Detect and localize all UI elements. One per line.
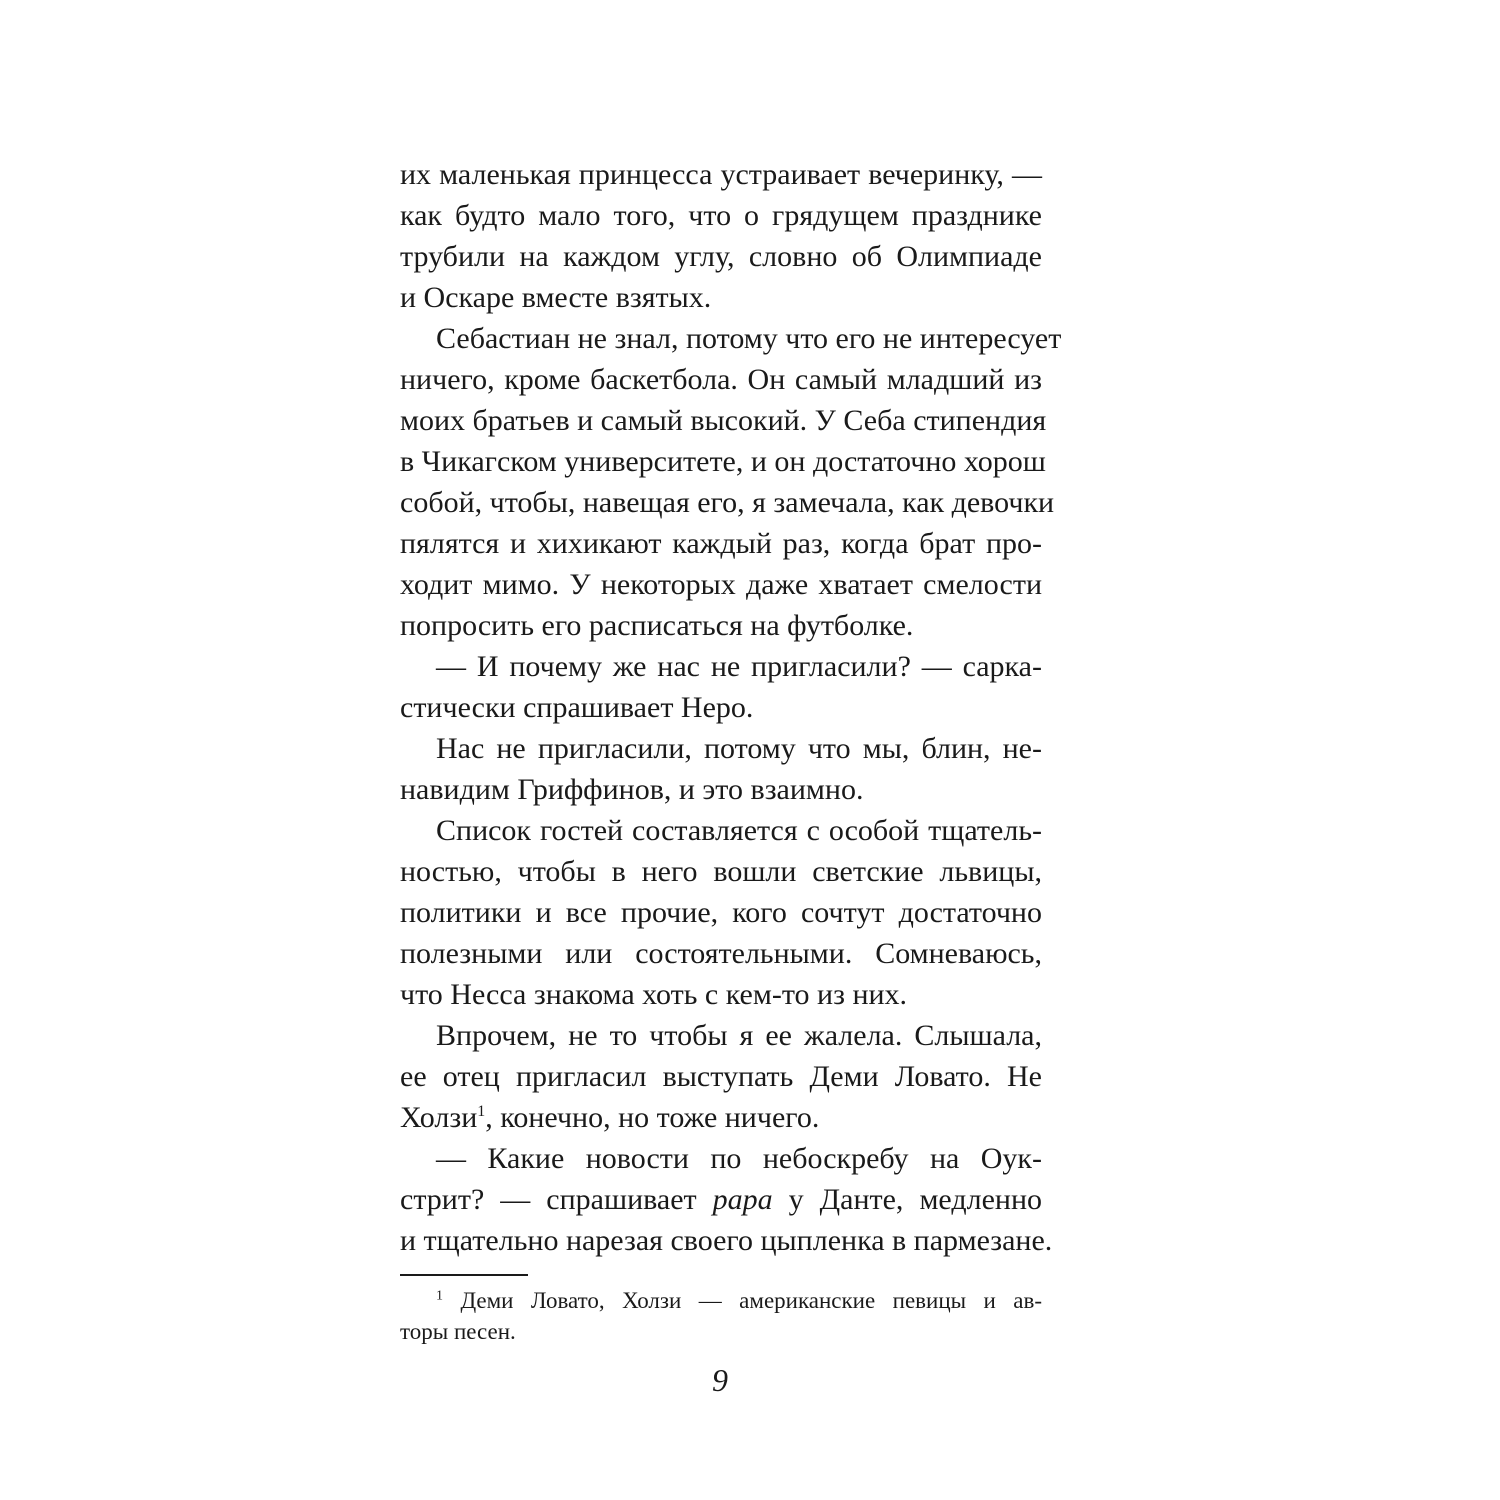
text-line: собой, чтобы, навещая его, я замечала, как девочки xyxy=(400,486,1055,519)
text-line: стически спрашивает Неро. xyxy=(400,691,754,724)
text-fragment: у Данте, медленно xyxy=(772,1183,1043,1216)
text-line: попросить его расписаться на футболке. xyxy=(400,609,914,642)
footnote-line: торы песен. xyxy=(400,1319,516,1344)
text-fragment: Холзи xyxy=(400,1101,478,1134)
footnote-reference: 1 xyxy=(477,1103,486,1120)
text-line xyxy=(400,1179,1042,1220)
text-line: — Какие новости по небоскребу на Оук- xyxy=(436,1142,1042,1175)
text-line: политики и все прочие, кого сочтут достаточно xyxy=(400,896,1042,929)
text-line: и тщательно нарезая своего цыпленка в пармезане. xyxy=(400,1224,1053,1257)
footnote-line xyxy=(400,1285,1042,1316)
text-line: как будто мало того, что о грядущем празднике xyxy=(400,199,1042,232)
footnote-separator xyxy=(400,1274,528,1276)
text-line: трубили на каждом углу, словно об Олимпиаде xyxy=(400,240,1042,273)
text-line: ностью, чтобы в него вошли светские львицы, xyxy=(400,855,1042,888)
footnote-marker: 1 xyxy=(436,1288,443,1304)
text-fragment: стрит? — спрашивает xyxy=(400,1183,713,1216)
footnote-text: Деми Ловато, Холзи — американские певицы и ав- xyxy=(460,1288,1043,1313)
text-line: в Чикагском университете, и он достаточно хорош xyxy=(400,445,1046,478)
text-line xyxy=(400,1097,1042,1138)
text-line: моих братьев и самый высокий. У Себа стипендия xyxy=(400,404,1047,437)
text-fragment: , конечно, но тоже ничего. xyxy=(485,1101,820,1134)
main-text xyxy=(400,154,1062,1261)
text-line: полезными или состоятельными. Сомневаюсь, xyxy=(400,937,1042,970)
text-line: Впрочем, не то чтобы я ее жалела. Слышала, xyxy=(436,1019,1042,1052)
italic-word: papa xyxy=(712,1183,773,1216)
text-line: Себастиан не знал, потому что его не интересует xyxy=(436,322,1062,355)
text-line: пялятся и хихикают каждый раз, когда брат про- xyxy=(400,527,1042,560)
text-line: ходит мимо. У некоторых даже хватает смелости xyxy=(400,568,1042,601)
text-line: ее отец пригласил выступать Деми Ловато. Не xyxy=(400,1060,1042,1093)
text-line: ничего, кроме баскетбола. Он самый младший из xyxy=(400,363,1042,396)
text-line: Список гостей составляется с особой тщатель- xyxy=(436,814,1042,847)
text-line: навидим Гриффинов, и это взаимно. xyxy=(400,773,864,806)
footnote xyxy=(400,1285,1042,1347)
page-number: 9 xyxy=(712,1362,728,1398)
text-line: Нас не пригласили, потому что мы, блин, не- xyxy=(436,732,1042,765)
text-line: что Несса знакома хоть с кем-то из них. xyxy=(400,978,908,1011)
text-line: и Оскаре вместе взятых. xyxy=(400,281,712,314)
text-line: — И почему же нас не пригласили? — сарка- xyxy=(436,650,1042,683)
text-line: их маленькая принцесса устраивает вечеринку, — xyxy=(400,158,1042,191)
